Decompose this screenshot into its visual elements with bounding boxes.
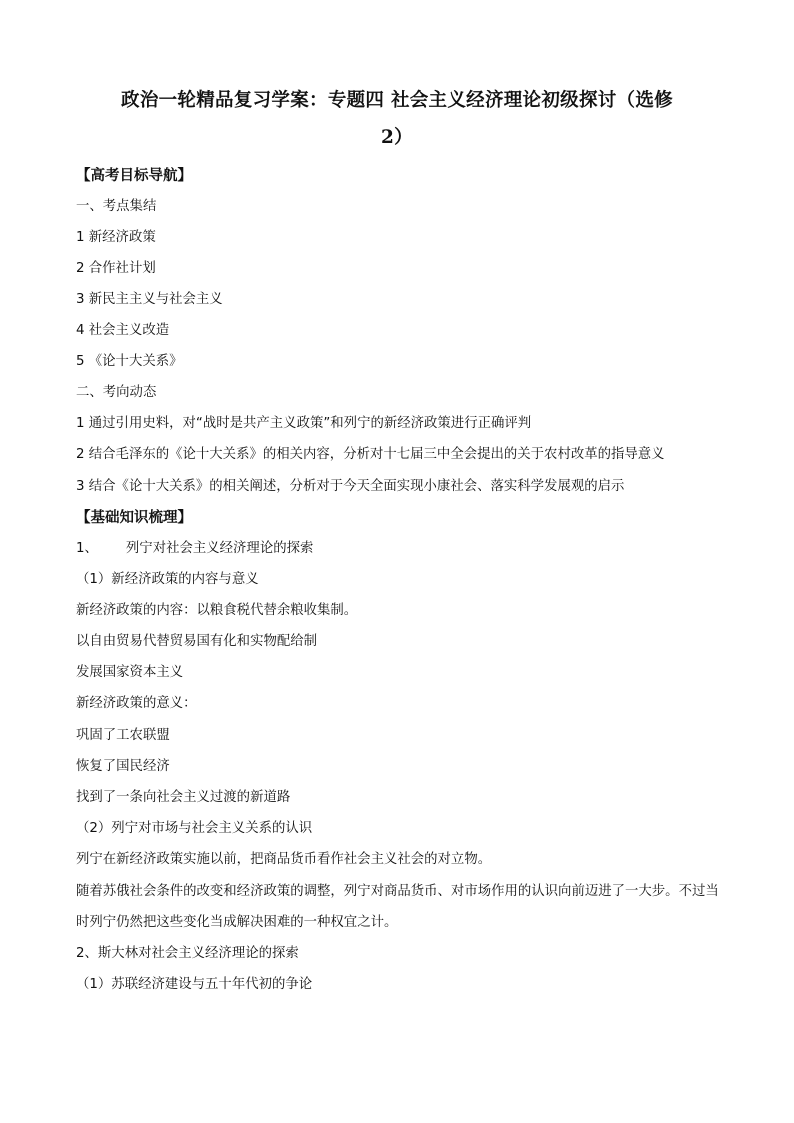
section-heading-target-nav: 【高考目标导航】 <box>76 168 192 184</box>
paragraph: 以自由贸易代替贸易国有化和实物配给制 <box>76 634 318 649</box>
nep-subheading: （1）新经济政策的内容与意义 <box>76 572 259 587</box>
paragraph: 列宁在新经济政策实施以前，把商品货币看作社会主义社会的对立物。 <box>76 852 492 867</box>
document-title-line-2: 2） <box>381 127 413 148</box>
paragraph: 找到了一条向社会主义过渡的新道路 <box>76 790 291 805</box>
paragraph: 巩固了工农联盟 <box>76 728 170 743</box>
list-item: 5 《论十大关系》 <box>76 354 183 369</box>
paragraph: 发展国家资本主义 <box>76 665 184 680</box>
list-item: 4 社会主义改造 <box>76 323 170 338</box>
stalin-heading: 2、斯大林对社会主义经济理论的探索 <box>76 946 299 961</box>
lenin-number: 1、 <box>76 541 98 556</box>
lenin-heading: 列宁对社会主义经济理论的探索 <box>125 541 314 556</box>
list-item: 1 通过引用史料，对“战时是共产主义政策”和列宁的新经济政策进行正确评判 <box>76 416 532 431</box>
paragraph: 随着苏俄社会条件的改变和经济政策的调整，列宁对商品货币、对市场作用的认识向前迈进了一大步。不过当时列宁仍然把这些变化当成解决困难的一种权宜之计。 <box>76 884 719 930</box>
list-item: 2 合作社计划 <box>76 261 156 276</box>
list-item: 3 结合《论十大关系》的相关阐述，分析对于今天全面实现小康社会、落实科学发展观的启示 <box>76 479 625 494</box>
stalin-subheading: （1）苏联经济建设与五十年代初的争论 <box>76 977 313 992</box>
paragraph: 恢复了国民经济 <box>76 759 170 774</box>
list-item: 3 新民主主义与社会主义 <box>76 292 223 307</box>
paragraph: 新经济政策的意义： <box>76 696 197 711</box>
market-subheading: （2）列宁对市场与社会主义关系的认识 <box>76 821 313 836</box>
section-heading-basics: 【基础知识梳理】 <box>76 510 192 526</box>
kaoxiang-heading: 二、考向动态 <box>76 385 157 400</box>
lenin-heading-row <box>76 539 313 559</box>
list-item: 2 结合毛泽东的《论十大关系》的相关内容，分析对十七届三中全会提出的关于农村改革的指导意义 <box>76 447 665 462</box>
kaodian-heading: 一、考点集结 <box>76 199 157 214</box>
paragraph: 新经济政策的内容：以粮食税代替余粮收集制。 <box>76 603 358 618</box>
document-title-line-1: 政治一轮精品复习学案：专题四 社会主义经济理论初级探讨（选修 <box>121 90 673 111</box>
list-item: 1 新经济政策 <box>76 230 156 245</box>
